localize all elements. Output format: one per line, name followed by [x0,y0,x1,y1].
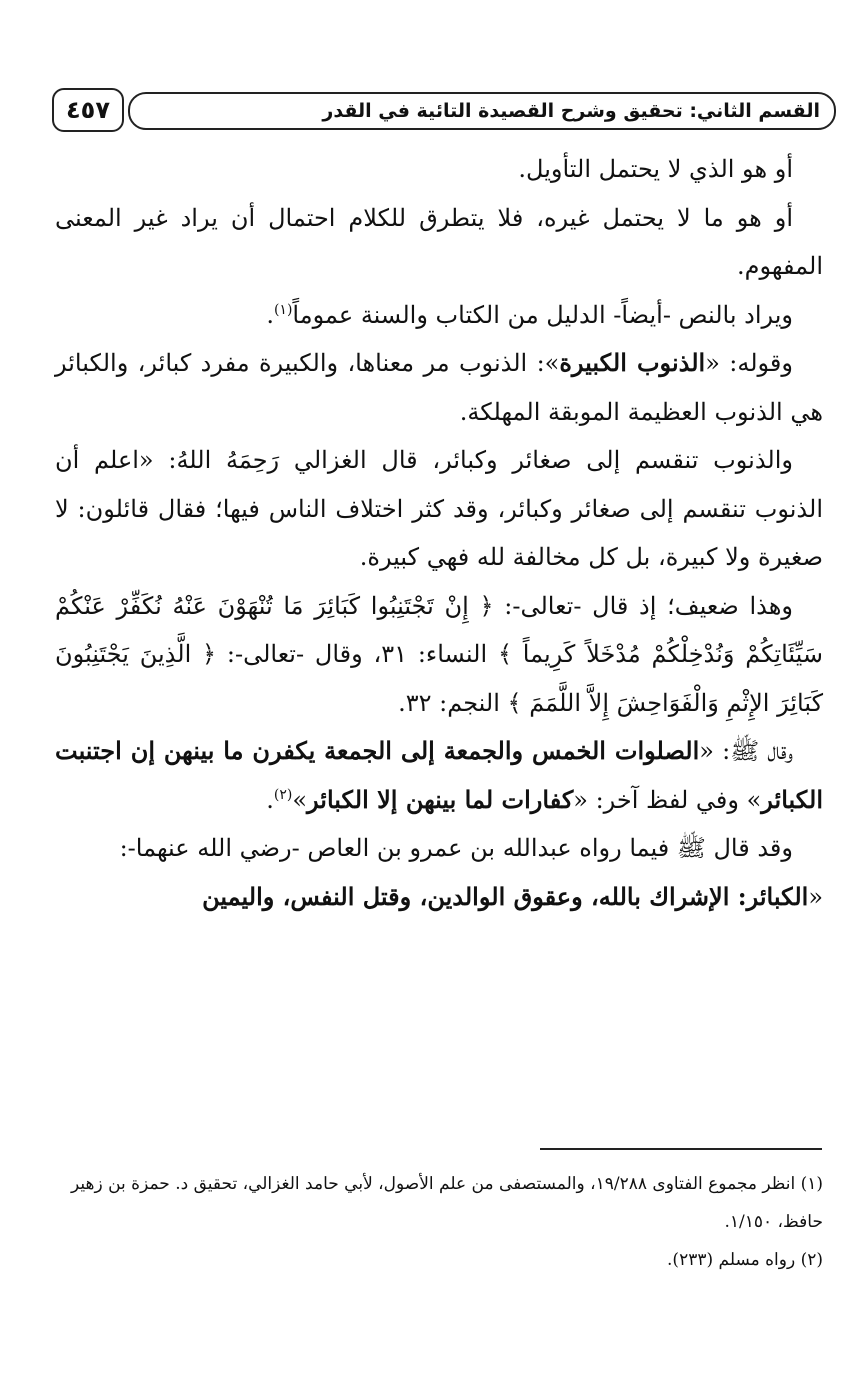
header-title-text: القسم الثاني: تحقيق وشرح القصيدة التائية في القدر [322,100,820,122]
paragraph-3 [55,291,823,340]
paragraph-3-text: ويراد بالنص -أيضاً- الدليل من الكتاب والسنة عموماً [292,300,793,329]
paragraph-8: وقد قال ﷺ فيما رواه عبدالله بن عمرو بن العاص -رضي الله عنهما-: [119,834,793,862]
paragraph-3-end: . [266,300,274,329]
footnote-ref-1[interactable]: (١) [273,301,293,318]
paragraph-9 [55,873,823,922]
paragraph-6-end: ﴾ النجم: ٣٢. [398,688,530,717]
paragraph-6-mid: ﴾ النساء: ٣١، وقال -تعالى-: ﴿ [191,640,523,668]
quran-verse-nisa: إِنْ تَجْتَنِبُوا كَبَائِرَ مَا تُنْهَوْنَ عَنْهُ نُكَفِّرْ عَنْكُمْ سَيِّئَاتِكُمْ وَنُدْخِلْكُمْ مُدْخَلاً كَرِيماً [55,591,824,668]
footnotes [40,1165,823,1279]
paragraph-6 [55,582,823,728]
footnote-ref-2[interactable]: (٢) [273,786,293,803]
footnote-1: (١) انظر مجموع الفتاوى ١٩/٢٨٨، والمستصفى من علم الأصول، لأبي حامد الغزالي، تحقيق د. حمزة بن زهير حافظ، ١/١٥٠. [71,1174,823,1232]
paragraph-5: والذنوب تنقسم إلى صغائر وكبائر، قال الغزالي رَحِمَهُ اللهُ: «اعلم أن الذنوب تنقسم إلى صغائر وكبائر، وقد كثر اختلاف الناس فيها؛ فقال قائلون: لا صغيرة ولا كبيرة، بل كل مخالفة لله فهي كبيرة. [55,446,823,571]
paragraph-7-mid: » وفي لفظ آخر: « [573,785,762,814]
hadith-text-2: كفارات لما بينهن إلا الكبائر [307,784,574,814]
paragraph-6-lead: وهذا ضعيف؛ إذ قال -تعالى-: ﴿ [468,591,793,620]
hadith-text-1: الصلوات الخمس والجمعة إلى الجمعة يكفرن ما بينهن إن اجتنبت الكبائر [55,736,823,814]
page-number-box [52,88,124,132]
paragraph-4 [55,339,823,436]
paragraph-7-close: » [292,785,308,814]
paragraph-4-rest: »: الذنوب مر معناها، والكبيرة مفرد كبائر، والكبائر هي الذنوب العظيمة الموبقة المهلكة. [55,349,823,426]
running-header-title [128,92,836,130]
paragraph-2: أو هو ما لا يحتمل غيره، فلا يتطرق للكلام احتمال أن يراد غير المعنى المفهوم. [55,203,823,280]
footnote-2: (٢) رواه مسلم (٢٣٣). [667,1250,823,1270]
term-major-sins: الذنوب الكبيرة [559,348,706,377]
page-number: ٤٥٧ [66,96,110,124]
footnote-separator [540,1148,822,1150]
paragraph-1: أو هو الذي لا يحتمل التأويل. [518,155,793,183]
paragraph-7 [55,727,823,824]
paragraph-4-lead: وقوله: « [705,349,793,377]
quran-verse-najm: الَّذِينَ يَجْتَنِبُونَ كَبَائِرَ الإِثْمِ وَالْفَوَاحِشَ إِلاَّ اللَّمَمَ [55,640,823,717]
paragraph-7-end: . [266,785,274,814]
hadith-text-3: الكبائر: الإشراك بالله، وعقوق الوالدين، وقتل النفس، واليمين [202,881,809,911]
paragraph-9-lead: « [808,882,823,911]
paragraph-7-lead: وقال ﷺ: « [699,737,794,765]
main-text [55,145,823,921]
